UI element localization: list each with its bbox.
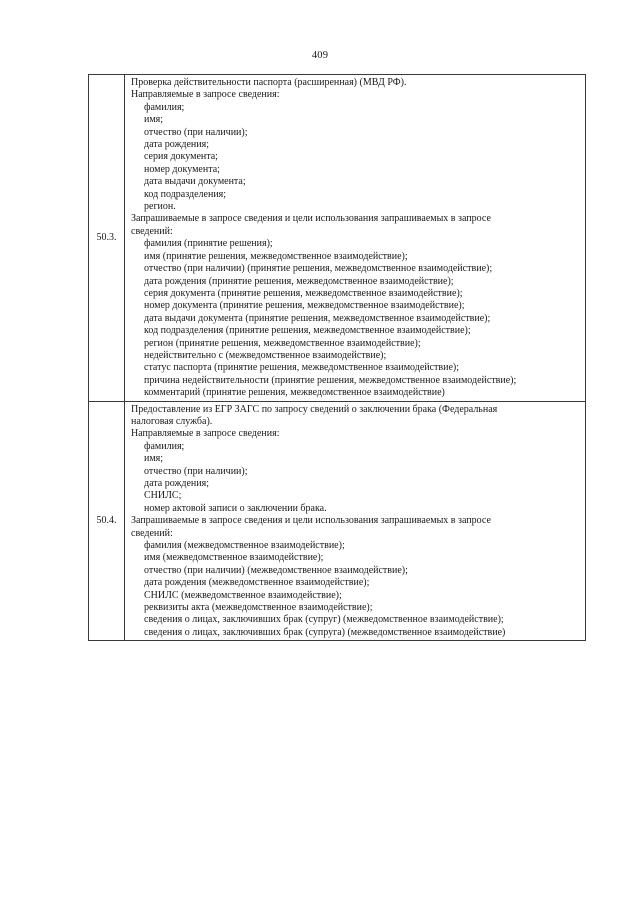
list-item: комментарий (принятие решения, межведомственное взаимодействие): [144, 387, 445, 399]
list-item: сведения о лицах, заключивших брак (супруг) (межведомственное взаимодействие);: [144, 614, 504, 626]
list-item: дата рождения;: [144, 139, 209, 151]
row-number: 50.4.: [89, 401, 125, 641]
paragraph-line: Направляемые в запросе сведения:: [131, 89, 280, 101]
row-content: [125, 75, 586, 402]
list-item: код подразделения (принятие решения, межведомственное взаимодействие);: [144, 325, 471, 337]
row-number: 50.3.: [89, 75, 125, 402]
list-item: регион.: [144, 201, 176, 213]
list-item: серия документа;: [144, 151, 218, 163]
list-item: дата рождения (межведомственное взаимодействие);: [144, 577, 370, 589]
paragraph-line: Запрашиваемые в запросе сведения и цели использования запрашиваемых в запросе: [131, 515, 491, 527]
list-item: номер документа;: [144, 163, 220, 175]
list-item: СНИЛС (межведомственное взаимодействие);: [144, 589, 342, 601]
table-body: [89, 75, 586, 641]
paragraph-line: Предоставление из ЕГР ЗАГС по запросу сведений о заключении брака (Федеральная: [131, 403, 498, 415]
list-item: дата выдачи документа (принятие решения, межведомственное взаимодействие);: [144, 312, 491, 324]
paragraph-line: налоговая служба).: [131, 415, 213, 427]
list-item: отчество (при наличии);: [144, 126, 248, 138]
list-item: дата рождения;: [144, 478, 209, 489]
list-item: СНИЛС;: [144, 490, 182, 502]
requirements-table: [88, 74, 586, 641]
paragraph-line: Направляемые в запросе сведения:: [131, 428, 280, 440]
list-item: имя (принятие решения, межведомственное взаимодействие);: [144, 250, 408, 262]
paragraph-line: Запрашиваемые в запросе сведения и цели использования запрашиваемых в запросе: [131, 213, 491, 225]
list-item: недействительно с (межведомственное взаимодействие);: [144, 349, 387, 361]
paragraph-line: сведений:: [131, 527, 173, 539]
table-row: [89, 401, 586, 641]
page-number: 409: [311, 50, 329, 61]
list-item: сведения о лицах, заключивших брак (супруга) (межведомственное взаимодействие): [144, 626, 506, 638]
list-item: дата рождения (принятие решения, межведомственное взаимодействие);: [144, 275, 454, 287]
list-item: причина недействительности (принятие решения, межведомственное взаимодействие);: [144, 374, 517, 386]
row-content: [125, 401, 586, 641]
list-item: номер документа (принятие решения, межведомственное взаимодействие);: [144, 300, 465, 312]
list-item: код подразделения;: [144, 188, 227, 200]
list-item: регион (принятие решения, межведомственное взаимодействие);: [144, 337, 421, 349]
list-item: отчество (при наличии) (межведомственное взаимодействие);: [144, 564, 408, 576]
list-item: номер актовой записи о заключении брака.: [144, 502, 327, 514]
list-item: фамилия (межведомственное взаимодействие);: [144, 540, 345, 552]
list-item: фамилия;: [144, 101, 185, 113]
list-item: реквизиты акта (межведомственное взаимодействие);: [144, 602, 373, 614]
paragraph-line: сведений:: [131, 225, 173, 237]
list-item: серия документа (принятие решения, межведомственное взаимодействие);: [144, 287, 463, 299]
list-item: фамилия (принятие решения);: [144, 238, 273, 250]
list-item: отчество (при наличии);: [144, 465, 248, 477]
list-item: имя;: [144, 114, 164, 126]
list-item: дата выдачи документа;: [144, 176, 246, 188]
list-item: имя (межведомственное взаимодействие);: [144, 552, 324, 564]
list-item: отчество (при наличии) (принятие решения, межведомственное взаимодействие);: [144, 263, 493, 275]
table-row: [89, 75, 586, 402]
list-item: статус паспорта (принятие решения, межведомственное взаимодействие);: [144, 362, 460, 374]
list-item: имя;: [144, 453, 164, 465]
list-item: фамилия;: [144, 440, 185, 452]
paragraph-line: Проверка действительности паспорта (расширенная) (МВД РФ).: [131, 77, 407, 88]
